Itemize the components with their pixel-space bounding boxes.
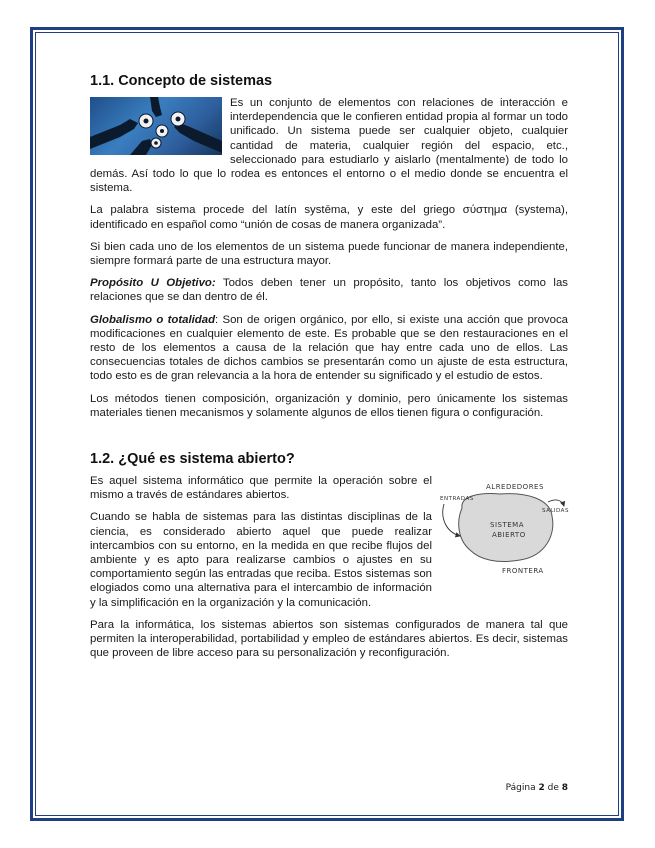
proposito-term: Propósito U Objetivo: bbox=[90, 277, 216, 290]
section-1-paragraph-5 bbox=[90, 313, 568, 384]
section-2-title: 1.2. ¿Qué es sistema abierto? bbox=[90, 451, 295, 468]
gears-illustration bbox=[90, 97, 222, 155]
diagram-label-entradas: ENTRADAS bbox=[440, 496, 474, 503]
proposito-text: Todos deben tener un propósito, tanto los objetivos como las relaciones que se dan dentro de él. bbox=[90, 277, 568, 304]
page-content bbox=[90, 72, 568, 669]
section-2-paragraph-1: Es aquel sistema informático que permite la operación sobre el mismo a través de estándares abiertos. bbox=[90, 475, 432, 502]
footer-page-total: 8 bbox=[561, 783, 568, 793]
section-1-paragraph-6: Los métodos tienen composición, organización y dominio, pero únicamente los sistemas materiales tienen mecanismos y solamente algunos de ellos tienen figura o configuración. bbox=[90, 392, 568, 419]
footer-page-number: 2 bbox=[538, 783, 545, 793]
diagram-label-sistema: SISTEMA bbox=[490, 521, 524, 530]
globalismo-term: Globalismo o totalidad bbox=[90, 313, 216, 326]
diagram-label-alrededores: ALREDEDORES bbox=[486, 483, 544, 492]
section-2-paragraph-3: Para la informática, los sistemas abiertos son sistemas configurados de manera tal que permiten la interoperabilidad, portabilidad y empleo de estándares abiertos. Es decir, sistemas que proveen de libre acceso para su personalización y reconfiguración. bbox=[90, 618, 568, 660]
globalismo-text: : Son de origen orgánico, por ello, si existe una acción que provoca modificaciones en cualquier elemento de este. Es probable que se den restauraciones en el resto de los elementos a causa de la relación que hay entre cada uno de ellos. Las consecuencias totales de dichos cambios se presentarán como un ajuste de esta estructura, todo esto es de gran relevancia a la hora de entender su significado y el estudio de estos. bbox=[90, 313, 568, 383]
section-2-paragraph-2: Cuando se habla de sistemas para las distintas disciplinas de la ciencia, es considerado abierto aquel que puede realizar intercambios con su entorno, en la medida en que recibe flujos del ambiente y es apto para realizarse cambios o ajustes en su comportamiento según las entradas que reciba. Estos sistemas son elogiados como una alternativa para el intercambio de información y la simplificación en la organización y la comunicación. bbox=[90, 511, 432, 609]
footer-page-word: Página bbox=[505, 783, 536, 793]
section-1-title: 1.1. Concepto de sistemas bbox=[90, 73, 273, 89]
diagram-label-salidas: SALIDAS bbox=[542, 508, 569, 515]
page-footer bbox=[90, 783, 568, 793]
gears-hands-image bbox=[90, 97, 222, 155]
open-system-diagram bbox=[440, 478, 568, 578]
footer-of-word: de bbox=[547, 783, 559, 793]
section-spacer bbox=[90, 428, 568, 450]
section-1-paragraph-1: Es un conjunto de elementos con relaciones de interacción e interdependencia que le confieren entidad propia al formar un todo unificado. Un sistema puede ser cualquier objeto, cualquier cantidad de materia, cualquier región del espacio, etc., seleccionado para estudiarlo y aislarlo (mentalmente) de todo lo demás. Así todo lo que lo rodea es entonces el entorno o el medio donde se encuentra el sistema. bbox=[90, 97, 568, 195]
section-1-paragraph-3: Si bien cada uno de los elementos de un sistema puede funcionar de manera independiente, siempre formará parte de una estructura mayor. bbox=[90, 240, 568, 268]
section-1-paragraph-2: La palabra sistema procede del latín systēma, y este del griego σύστημα (systema), identificado en español como “unión de cosas de manera organizada”. bbox=[90, 204, 568, 231]
diagram-label-abierto: ABIERTO bbox=[492, 531, 526, 540]
section-1-paragraph-4 bbox=[90, 276, 568, 304]
diagram-label-frontera: FRONTERA bbox=[502, 567, 544, 576]
